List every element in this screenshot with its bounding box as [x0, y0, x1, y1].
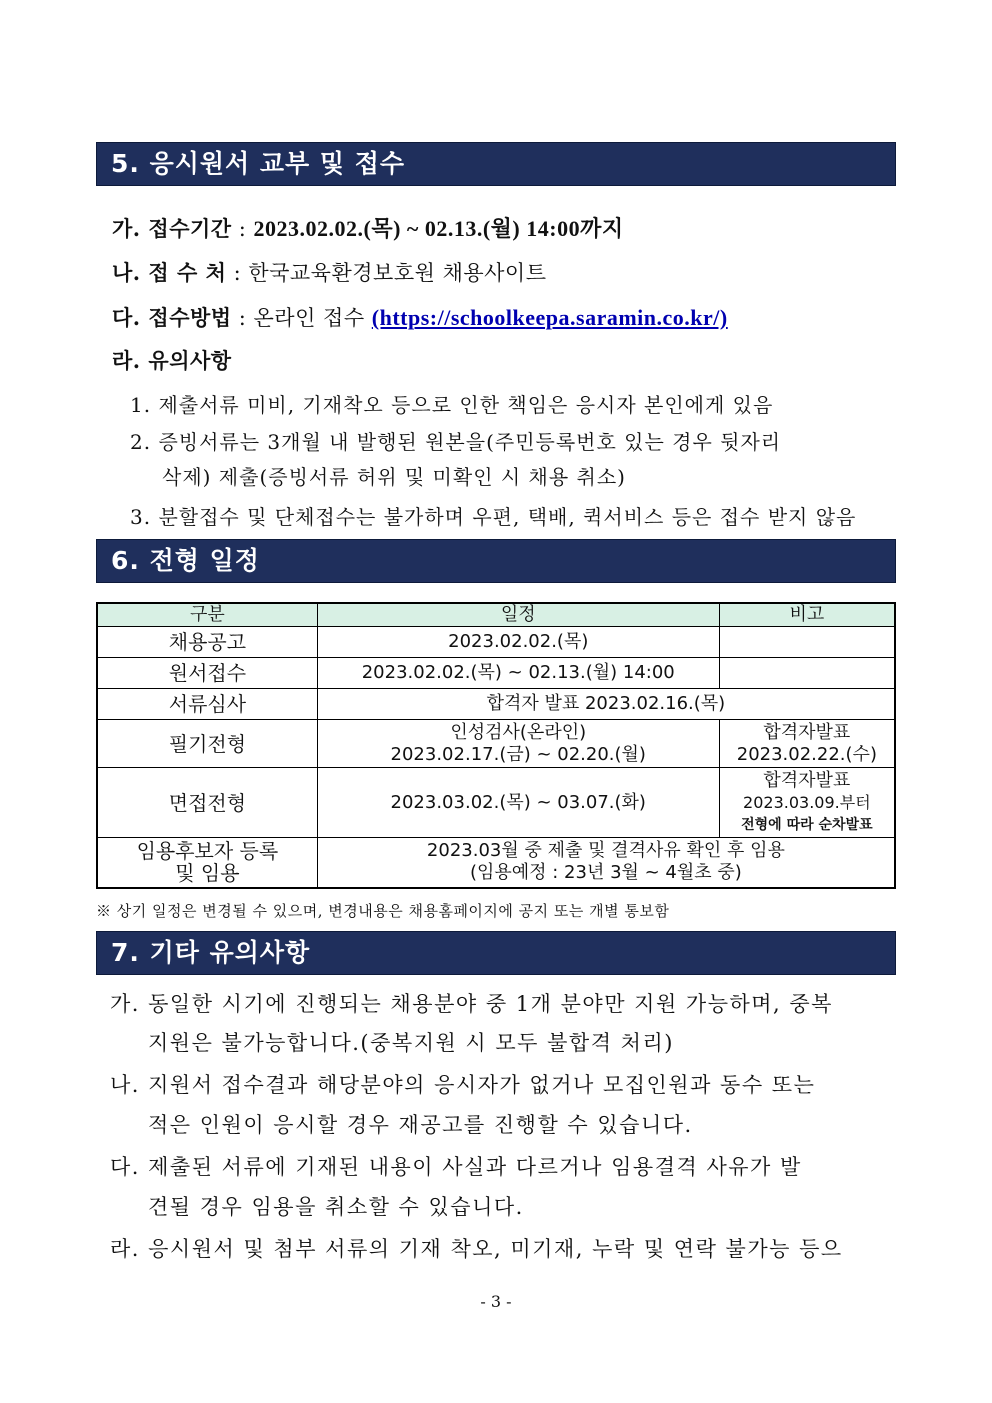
row-schedule: 2023.02.02.(목) ~ 02.13.(월) 14:00 — [317, 658, 719, 689]
reception-place — [112, 257, 547, 287]
reception-method-value: 온라인 접수 — [253, 306, 372, 330]
other-note-line: 나. 지원서 접수결과 해당분야의 응시자가 없거나 모집인원과 동수 또는 — [110, 1073, 816, 1097]
schedule-line-2: (임용예정 : 23년 3월 ~ 4월초 중) — [469, 862, 742, 884]
table-row — [97, 720, 895, 768]
remark-line-3: 전형에 따라 순차발표 — [741, 816, 873, 833]
page-number: - 3 - — [480, 1292, 512, 1311]
separator: : — [231, 217, 254, 241]
reception-place-label: 나. 접 수 처 — [112, 260, 227, 285]
row-category: 서류심사 — [97, 689, 317, 720]
row-schedule — [317, 720, 719, 768]
table-row — [97, 838, 895, 888]
row-category — [97, 838, 317, 888]
row-remark — [719, 658, 895, 689]
caution-item-2: 2. 증빙서류는 3개월 내 발행된 원본을(주민등록번호 있는 경우 뒷자리 — [130, 430, 782, 454]
row-category: 면접전형 — [97, 768, 317, 838]
row-schedule: 2023.03.02.(목) ~ 03.07.(화) — [317, 768, 719, 838]
row-schedule: 합격자 발표 2023.02.16.(목) — [317, 689, 895, 720]
other-note-line: 라. 응시원서 및 첨부 서류의 기재 착오, 미기재, 누락 및 연락 불가능 등으 — [110, 1237, 843, 1261]
remark-line-1: 합격자발표 — [763, 769, 851, 791]
header-schedule: 일정 — [317, 603, 719, 627]
reception-method — [112, 302, 728, 332]
separator: : — [231, 306, 254, 330]
section-6-header: 6. 전형 일정 — [96, 539, 896, 583]
schedule-table — [96, 602, 896, 889]
category-line-2: 및 임용 — [175, 861, 240, 886]
header-remark: 비고 — [719, 603, 895, 627]
reception-period-value: 2023.02.02.(목) ~ 02.13.(월) 14:00까지 — [253, 216, 624, 241]
schedule-line-2: 2023.02.17.(금) ~ 02.20.(월) — [390, 743, 646, 765]
recruitment-site-link[interactable]: (https://schoolkeepa.saramin.co.kr/) — [371, 305, 728, 330]
reception-method-label: 다. 접수방법 — [112, 305, 232, 330]
row-schedule — [317, 838, 895, 888]
reception-period-label: 가. 접수기간 — [112, 216, 232, 241]
cautions-heading — [112, 345, 232, 375]
remark-line-2: 2023.03.09.부터 — [743, 792, 871, 812]
remark-line-1: 합격자발표 — [763, 721, 851, 743]
caution-item-1: 1. 제출서류 미비, 기재착오 등으로 인한 책임은 응시자 본인에게 있음 — [130, 393, 774, 417]
table-row — [97, 689, 895, 720]
table-header-row — [97, 603, 895, 627]
caution-item-3: 3. 분할접수 및 단체접수는 불가하며 우편, 택배, 퀵서비스 등은 접수 받지 않음 — [130, 505, 857, 529]
cautions-label: 라. 유의사항 — [112, 348, 232, 373]
section-7-header: 7. 기타 유의사항 — [96, 931, 896, 975]
table-row — [97, 768, 895, 838]
other-note-line: 견될 경우 임용을 취소할 수 있습니다. — [148, 1195, 524, 1219]
separator: : — [226, 261, 249, 285]
row-remark — [719, 768, 895, 838]
caution-item-2-cont: 삭제) 제출(증빙서류 허위 및 미확인 시 채용 취소) — [162, 465, 626, 489]
row-schedule: 2023.02.02.(목) — [317, 627, 719, 658]
reception-period — [112, 212, 624, 243]
section-5-header: 5. 응시원서 교부 및 접수 — [96, 142, 896, 186]
schedule-line-1: 2023.03월 중 제출 및 결격사유 확인 후 임용 — [426, 840, 785, 862]
row-category: 채용공고 — [97, 627, 317, 658]
row-category: 필기전형 — [97, 720, 317, 768]
other-note-line: 다. 제출된 서류에 기재된 내용이 사실과 다르거나 임용결격 사유가 발 — [110, 1155, 802, 1179]
header-category: 구분 — [97, 603, 317, 627]
row-category: 원서접수 — [97, 658, 317, 689]
schedule-line-1: 인성검사(온라인) — [450, 721, 587, 743]
row-remark — [719, 627, 895, 658]
row-remark — [719, 720, 895, 768]
other-note-line: 적은 인원이 응시할 경우 재공고를 진행할 수 있습니다. — [148, 1113, 693, 1137]
category-line-1: 임용후보자 등록 — [136, 839, 279, 864]
other-note-line: 지원은 불가능합니다.(중복지원 시 모두 불합격 처리) — [148, 1031, 674, 1055]
remark-line-2: 2023.02.22.(수) — [736, 743, 877, 765]
table-row — [97, 627, 895, 658]
schedule-footnote: ※ 상기 일정은 변경될 수 있으며, 변경내용은 채용홈페이지에 공지 또는 개별 통보함 — [96, 902, 670, 920]
other-note-line: 가. 동일한 시기에 진행되는 채용분야 중 1개 분야만 지원 가능하며, 중복 — [110, 992, 833, 1016]
reception-place-value: 한국교육환경보호원 채용사이트 — [248, 261, 547, 285]
table-row — [97, 658, 895, 689]
